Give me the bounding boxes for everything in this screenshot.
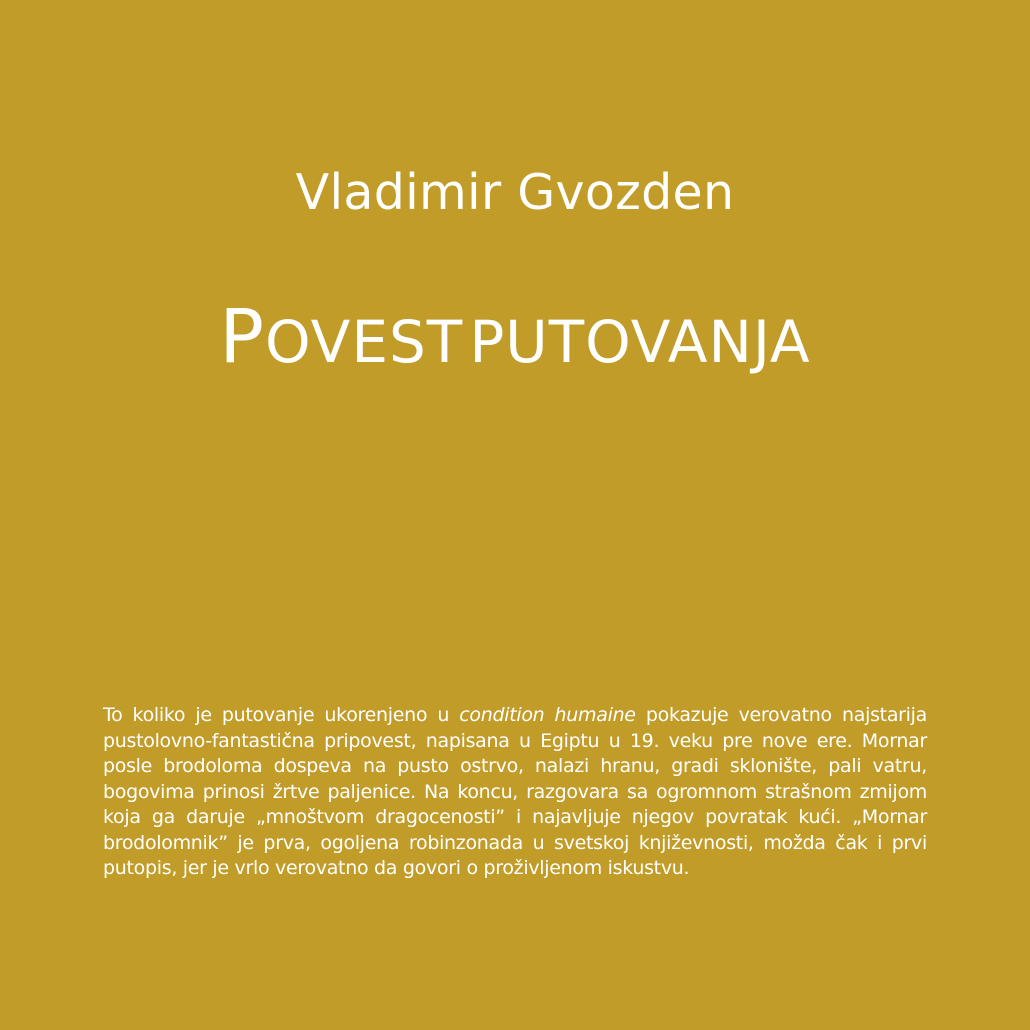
book-description (103, 703, 927, 882)
description-part-2: pokazuje verovatno najstarija pustolovno-fantastična pripovest, napisana u Egiptu u 19. veku pre nove ere. Mornar posle brodoloma dospeva na pusto ostrvo, nalazi hranu, gradi sklonište, pali vatru, bogovima prinosi žrtve paljenice. Na koncu, razgovara sa ogromnom strašnom zmijom koja ga daruje „mnoštvom dragocenosti” i najavljuje njegov povratak kući. „Mornar brodolomnik” je prva, ogoljena robinzonada u svetskoj književnosti, možda čak i prvi putopis, jer je vrlo verovatno da govori o proživljenom iskustvu. (103, 704, 927, 879)
title-second-word: PUTOVANJA (469, 308, 811, 376)
author-name: Vladimir Gvozden (295, 164, 735, 221)
book-title (0, 294, 1030, 380)
title-first-word-rest: OVEST (265, 308, 464, 376)
description-emphasis: condition humaine (459, 704, 636, 726)
description-part-1: To koliko je putovanje ukorenjeno u (103, 704, 460, 726)
title-initial-letter: P (219, 294, 266, 380)
